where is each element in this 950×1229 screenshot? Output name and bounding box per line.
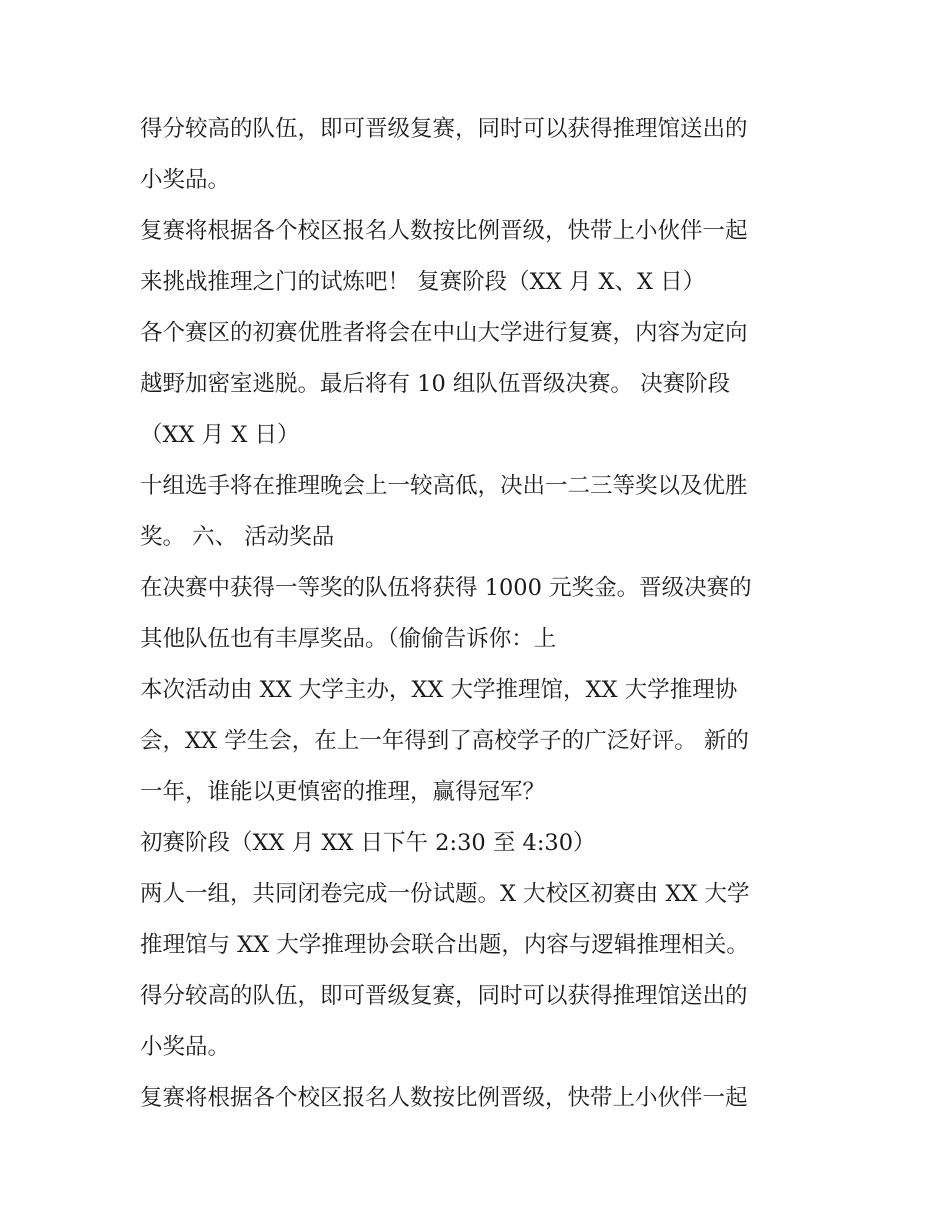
text-line: 小奖品。	[140, 1034, 231, 1060]
text-line: 两人一组，共同闭卷完成一份试题。X 大校区初赛由 XX 大学	[140, 881, 750, 907]
text-line: 得分较高的队伍，即可晋级复赛，同时可以获得推理馆送出的	[140, 116, 748, 142]
text-line: 会，XX 学生会，在上一年得到了高校学子的广泛好评。 新的	[140, 728, 749, 754]
text-line: 初赛阶段（XX 月 XX 日下午 2:30 至 4:30）	[140, 830, 596, 856]
document-body	[140, 104, 830, 1124]
text-line: 复赛将根据各个校区报名人数按比例晋级，快带上小伙伴一起	[140, 1085, 748, 1111]
text-line: 越野加密室逃脱。最后将有 10 组队伍晋级决赛。 决赛阶段	[140, 371, 731, 397]
text-line: 推理馆与 XX 大学推理协会联合出题，内容与逻辑推理相关。	[140, 932, 749, 958]
text-line: 在决赛中获得一等奖的队伍将获得 1000 元奖金。晋级决赛的	[140, 575, 752, 601]
text-line: 各个赛区的初赛优胜者将会在中山大学进行复赛，内容为定向	[140, 320, 748, 346]
text-line: 来挑战推理之门的试炼吧！ 复赛阶段（XX 月 X、X 日）	[140, 269, 706, 295]
text-line: 一年，谁能以更慎密的推理，赢得冠军？	[140, 779, 546, 805]
text-line: （XX 月 X 日）	[140, 422, 300, 448]
text-line: 得分较高的队伍，即可晋级复赛，同时可以获得推理馆送出的	[140, 983, 748, 1009]
text-line: 十组选手将在推理晚会上一较高低，决出一二三等奖以及优胜	[140, 473, 748, 499]
text-line: 其他队伍也有丰厚奖品。（偷偷告诉你：上	[140, 626, 557, 652]
text-line: 小奖品。	[140, 167, 231, 193]
text-line: 复赛将根据各个校区报名人数按比例晋级，快带上小伙伴一起	[140, 218, 748, 244]
text-line: 奖。 六、 活动奖品	[140, 524, 335, 550]
text-line: 本次活动由 XX 大学主办，XX 大学推理馆，XX 大学推理协	[140, 677, 738, 703]
